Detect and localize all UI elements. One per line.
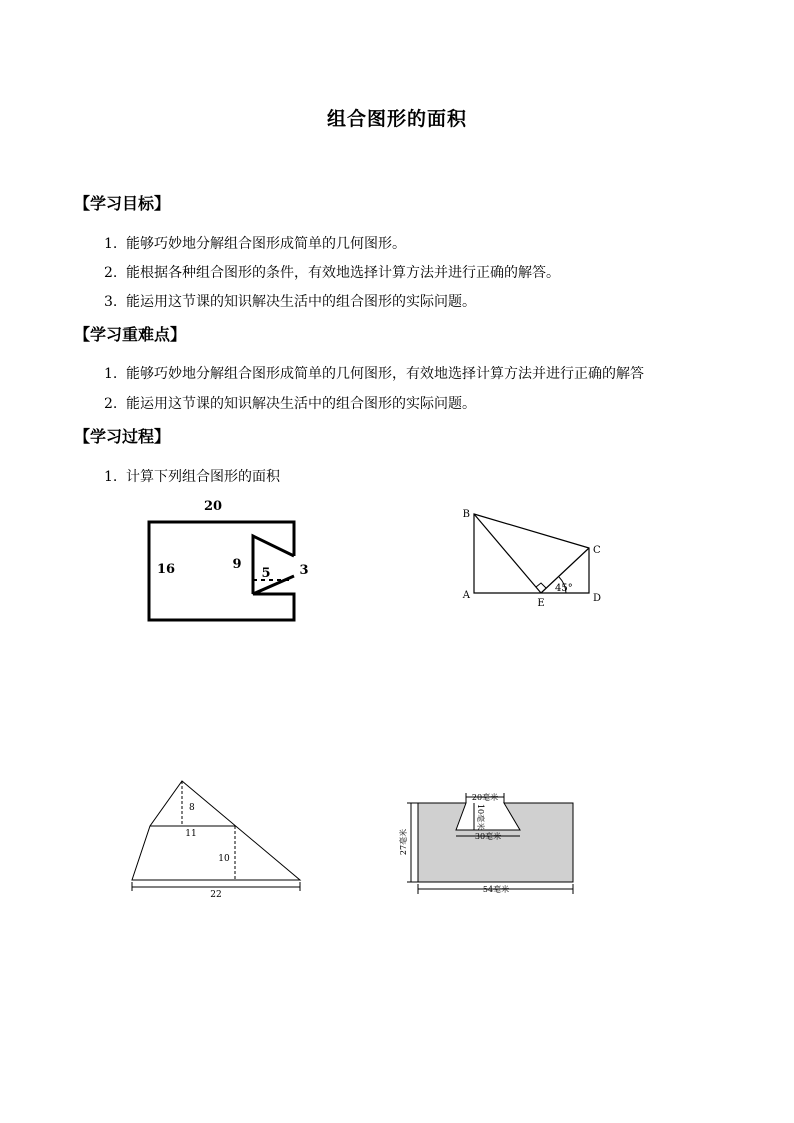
label-D: D [593, 593, 602, 604]
label-B: B [462, 509, 470, 520]
item-number: 1. [104, 236, 118, 252]
label-right-3: 3 [299, 563, 309, 578]
item-text: 能运用这节课的知识解决生活中的组合图形的实际问题。 [126, 396, 476, 412]
item-text: 能运用这节课的知识解决生活中的组合图形的实际问题。 [126, 294, 476, 310]
label-8: 8 [189, 803, 195, 813]
item-number: 3. [104, 294, 118, 310]
label-C: C [593, 545, 601, 556]
section-heading-key-points: 【学习重难点】 [74, 325, 187, 344]
label-height-9: 9 [232, 557, 242, 572]
page-title: 组合图形的面积 [326, 108, 467, 130]
label-27mm: 27毫米 [399, 828, 408, 856]
label-A: A [462, 590, 470, 601]
item-number: 1. [104, 366, 118, 382]
shaded-region [418, 803, 573, 882]
label-30mm: 30毫米 [474, 832, 502, 841]
label-left-16: 16 [156, 562, 176, 577]
item-number: 1. [104, 469, 118, 485]
label-inner-5: 5 [261, 566, 271, 581]
label-54mm: 54毫米 [482, 885, 510, 894]
label-E: E [537, 598, 545, 609]
section-heading-objectives: 【学习目标】 [74, 194, 171, 213]
item-text: 能够巧妙地分解组合图形成简单的几何图形，有效地选择计算方法并进行正确的解答 [126, 366, 644, 382]
label-10: 10 [218, 854, 230, 864]
section-heading-process: 【学习过程】 [74, 427, 171, 446]
item-text: 能够巧妙地分解组合图形成简单的几何图形。 [126, 236, 406, 252]
item-number: 2. [104, 396, 118, 412]
label-angle-45: 45° [555, 583, 573, 594]
item-text: 计算下列组合图形的面积 [126, 469, 280, 485]
item-number: 2. [104, 265, 118, 281]
label-22: 22 [210, 890, 222, 900]
item-text: 能根据各种组合图形的条件，有效地选择计算方法并进行正确的解答。 [126, 265, 560, 281]
label-11: 11 [185, 829, 197, 839]
label-10mm: 10毫米 [476, 803, 485, 831]
label-top-20: 20 [203, 499, 223, 514]
label-20mm: 20毫米 [471, 793, 499, 802]
